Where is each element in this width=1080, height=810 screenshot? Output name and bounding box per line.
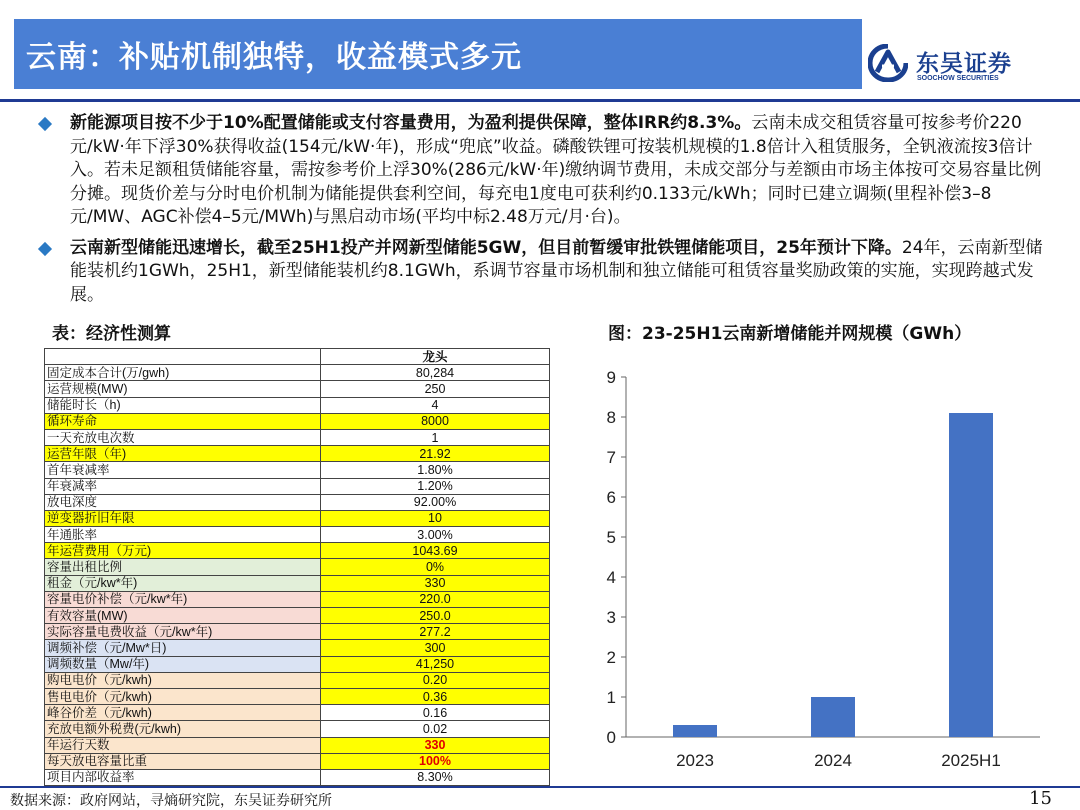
page-title: 云南：补贴机制独特，收益模式多元 <box>26 40 522 75</box>
bullet-headline: 新能源项目按不少于10%配置储能或支付容量费用，为盈利提供保障，整体IRR约8.3%。 <box>70 113 752 133</box>
y-tick-label: 1 <box>606 688 616 707</box>
row-value: 1.20% <box>321 478 550 494</box>
row-value: 0.16 <box>321 705 550 721</box>
table-row <box>45 510 550 526</box>
bullet-item <box>38 112 1048 230</box>
bar-2025H1 <box>949 413 993 737</box>
row-label: 逆变器折旧年限 <box>45 510 321 526</box>
row-label: 有效容量(MW) <box>45 608 321 624</box>
row-value: 1043.69 <box>321 543 550 559</box>
footer-divider <box>0 786 1080 788</box>
y-tick-label: 3 <box>606 608 616 627</box>
title-bar <box>14 19 862 89</box>
x-tick-label: 2024 <box>814 751 852 770</box>
table-row <box>45 397 550 413</box>
y-tick-label: 9 <box>606 368 616 387</box>
table-row <box>45 769 550 785</box>
row-value: 1 <box>321 429 550 445</box>
row-value: 100% <box>321 753 550 769</box>
logo-english-name: SOOCHOW SECURITIES <box>917 75 999 82</box>
row-label: 购电电价（元/kwh) <box>45 672 321 688</box>
table-row <box>45 429 550 445</box>
economics-table <box>44 348 550 786</box>
bar-chart <box>590 355 1060 775</box>
row-value: 1.80% <box>321 462 550 478</box>
header-divider <box>0 99 1080 102</box>
bullet-list <box>38 112 1048 314</box>
row-label: 实际容量电费收益（元/kw*年) <box>45 624 321 640</box>
row-label: 调频补偿（元/Mw*日) <box>45 640 321 656</box>
y-tick-label: 2 <box>606 648 616 667</box>
table-row <box>45 705 550 721</box>
row-label: 容量出租比例 <box>45 559 321 575</box>
row-value: 0.02 <box>321 721 550 737</box>
y-tick-label: 7 <box>606 448 616 467</box>
row-value: 250.0 <box>321 608 550 624</box>
data-source-note: 数据来源：政府网站，寻熵研究院，东吴证券研究所 <box>10 793 332 809</box>
row-label: 年通胀率 <box>45 527 321 543</box>
row-label: 运营规模(MW) <box>45 381 321 397</box>
table-row <box>45 543 550 559</box>
table-row <box>45 381 550 397</box>
row-label: 放电深度 <box>45 494 321 510</box>
y-tick-label: 6 <box>606 488 616 507</box>
bullet-body: 24年，云南新型储能装机约1GWh，25H1，新型储能装机约8.1GWh，系调节容量市场机制和独立储能可租赁容量奖励政策的实施，实现跨越式发展。 <box>70 237 1043 305</box>
y-tick-label: 8 <box>606 408 616 427</box>
row-value: 0% <box>321 559 550 575</box>
row-value: 8.30% <box>321 769 550 785</box>
row-label: 循环寿命 <box>45 413 321 429</box>
row-value: 0.20 <box>321 672 550 688</box>
table-header-blank <box>45 349 321 365</box>
table-row <box>45 462 550 478</box>
page-number: 15 <box>1029 788 1052 809</box>
table-row <box>45 656 550 672</box>
row-label: 一天充放电次数 <box>45 429 321 445</box>
row-value: 4 <box>321 397 550 413</box>
logo-chinese-name: 东吴证券 <box>916 51 1012 77</box>
bullet-item <box>38 237 1048 308</box>
row-label: 年运行天数 <box>45 737 321 753</box>
row-label: 年运营费用（万元) <box>45 543 321 559</box>
row-value: 0.36 <box>321 688 550 704</box>
x-tick-label: 2023 <box>676 751 714 770</box>
row-label: 每天放电容量比重 <box>45 753 321 769</box>
row-value: 41,250 <box>321 656 550 672</box>
y-tick-label: 5 <box>606 528 616 547</box>
table-row <box>45 494 550 510</box>
table-header-row <box>45 349 550 365</box>
row-label: 年衰减率 <box>45 478 321 494</box>
y-tick-label: 4 <box>606 568 616 587</box>
row-label: 峰谷价差（元/kwh) <box>45 705 321 721</box>
row-value: 8000 <box>321 413 550 429</box>
table-row <box>45 640 550 656</box>
row-label: 首年衰减率 <box>45 462 321 478</box>
table-row <box>45 624 550 640</box>
bullet-body: 云南未成交租赁容量可按参考价220元/kW·年下浮30%获得收益(154元/kW·年)，形成“兜底”收益。磷酸铁锂可按装机规模的1.8倍计入租赁服务，全钒液流按3倍计入。若未足额租赁储能容量，需按参考价上浮30%(286元/kW·年)缴纳调节费用，未成交部分与差额由市场主体按可交易容量比例分摊。现货价差与分时电价机制为储能提供套利空间，每充电1度电可获利约0.133元/kWh；同时已建立调频(里程补偿3–8元/MW、AGC补偿4–5元/MWh)与黑启动市场(平均中标2.48万元/月·台)。 <box>70 113 1042 227</box>
bar-2024 <box>811 697 855 737</box>
row-label: 容量电价补偿（元/kw*年) <box>45 591 321 607</box>
row-label: 售电电价（元/kwh) <box>45 688 321 704</box>
row-value: 330 <box>321 737 550 753</box>
row-value: 10 <box>321 510 550 526</box>
table-row <box>45 688 550 704</box>
bar-2023 <box>673 725 717 737</box>
row-value: 250 <box>321 381 550 397</box>
row-value: 21.92 <box>321 446 550 462</box>
row-value: 277.2 <box>321 624 550 640</box>
bullet-headline: 云南新型储能迅速增长，截至25H1投产并网新型储能5GW，但目前暂缓审批铁锂储能项目，25年预计下降。 <box>70 237 902 258</box>
table-row <box>45 575 550 591</box>
row-label: 充放电额外税费(元/kwh) <box>45 721 321 737</box>
table-row <box>45 753 550 769</box>
table-row <box>45 559 550 575</box>
company-logo <box>868 44 1068 89</box>
table-row <box>45 672 550 688</box>
table-column-header: 龙头 <box>321 349 550 365</box>
table-row <box>45 365 550 381</box>
table-row <box>45 413 550 429</box>
row-label: 运营年限（年) <box>45 446 321 462</box>
row-value: 220.0 <box>321 591 550 607</box>
table-row <box>45 446 550 462</box>
table-row <box>45 591 550 607</box>
chart-title: 图：23-25H1云南新增储能并网规模（GWh） <box>608 324 972 344</box>
row-value: 3.00% <box>321 527 550 543</box>
table-row <box>45 527 550 543</box>
diamond-bullet-icon <box>38 241 52 255</box>
table-title: 表：经济性测算 <box>52 324 171 344</box>
x-tick-label: 2025H1 <box>941 751 1001 770</box>
row-label: 储能时长（h) <box>45 397 321 413</box>
table-row <box>45 737 550 753</box>
row-value: 330 <box>321 575 550 591</box>
row-value: 92.00% <box>321 494 550 510</box>
row-label: 调频数量（Mw/年) <box>45 656 321 672</box>
row-value: 300 <box>321 640 550 656</box>
table-row <box>45 721 550 737</box>
diamond-bullet-icon <box>38 117 52 131</box>
y-tick-label: 0 <box>606 728 616 747</box>
soochow-logo-icon <box>868 44 908 82</box>
table-row <box>45 478 550 494</box>
row-label: 租金（元/kw*年) <box>45 575 321 591</box>
row-label: 项目内部收益率 <box>45 769 321 785</box>
row-value: 80,284 <box>321 365 550 381</box>
table-row <box>45 608 550 624</box>
row-label: 固定成本合计(万/gwh) <box>45 365 321 381</box>
